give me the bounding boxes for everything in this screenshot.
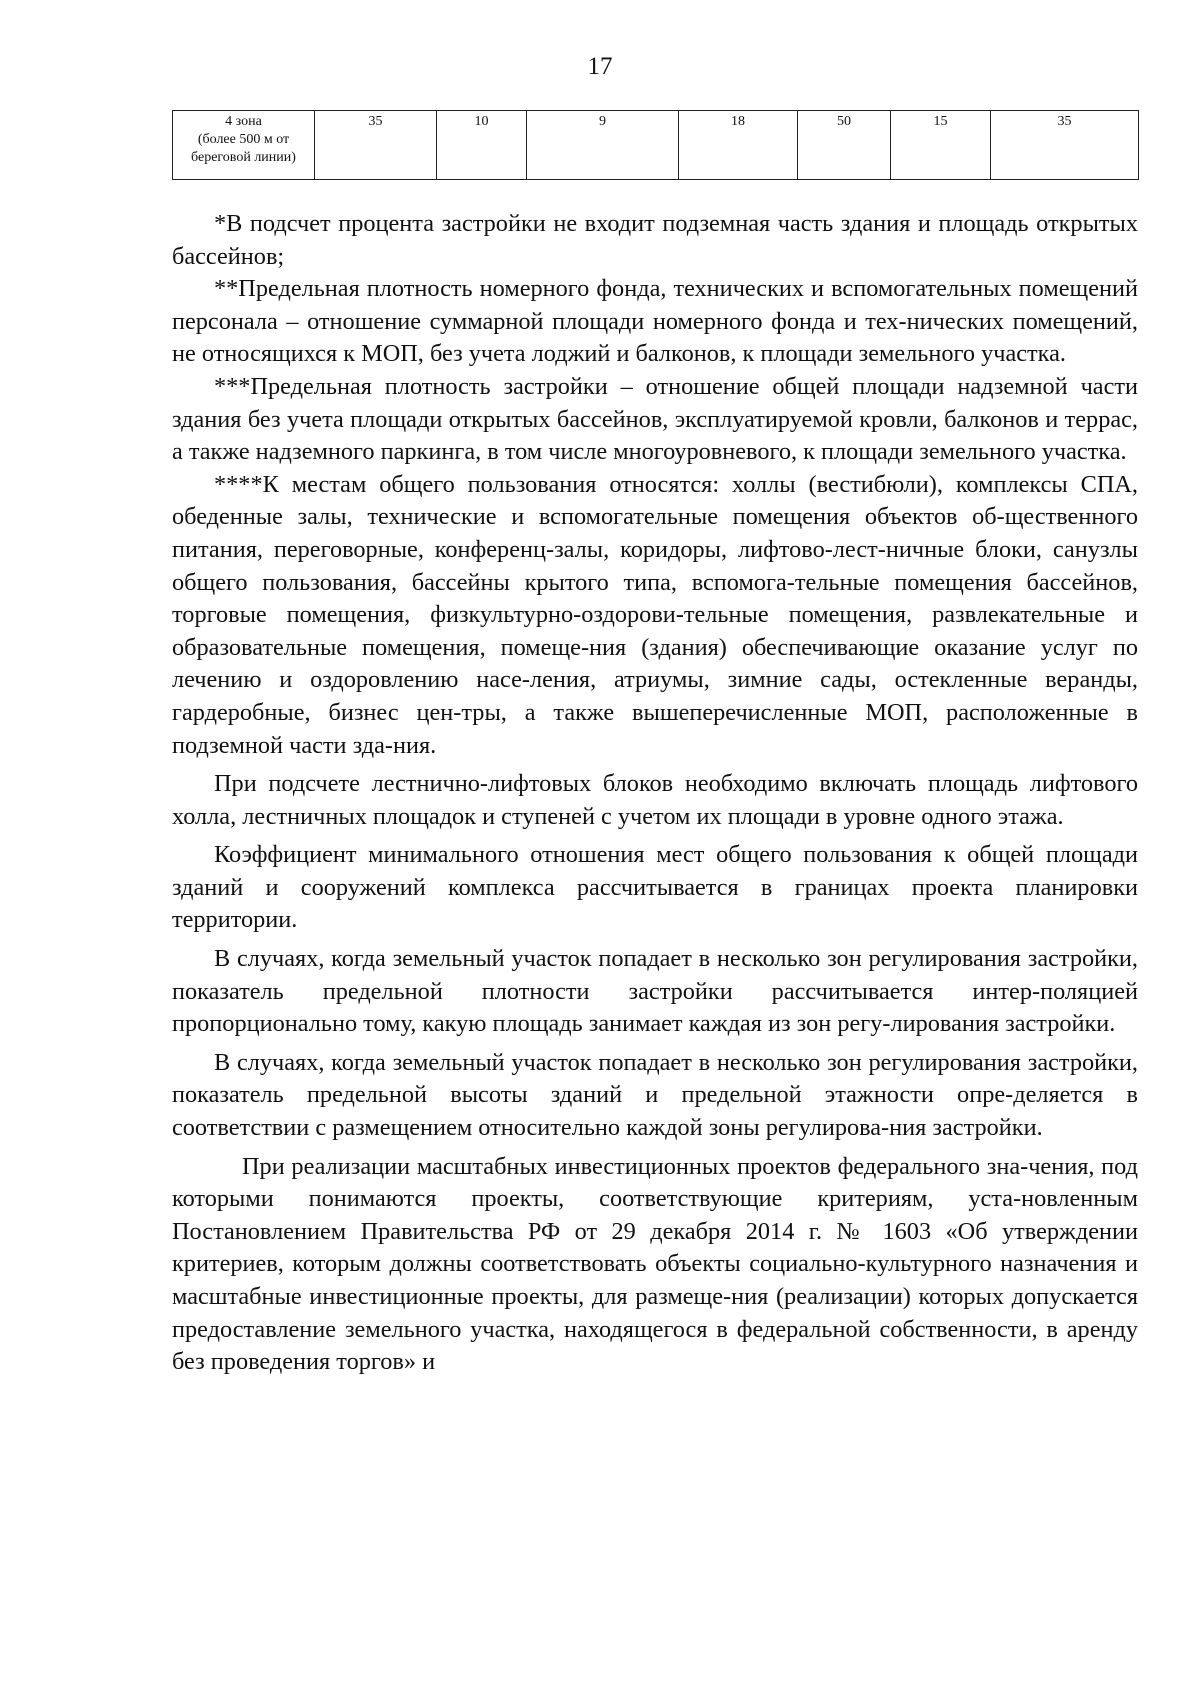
table-cell: 18 — [679, 111, 798, 180]
zone-label-line: 4 зона — [225, 114, 262, 129]
table-row — [173, 111, 1139, 180]
table-cell: 50 — [798, 111, 891, 180]
table-cell: 9 — [527, 111, 679, 180]
table-cell: 35 — [991, 111, 1139, 180]
footnote-building-percentage: *В подсчет процента застройки не входит подземная часть здания и площадь открытых бассейнов; — [172, 210, 1138, 270]
table-cell: 15 — [891, 111, 991, 180]
document-body — [172, 208, 1138, 1379]
table-cell: 35 — [315, 111, 437, 180]
page-number: 17 — [587, 53, 613, 80]
zone-label-line: береговой линии) — [191, 150, 296, 165]
zone-parameters-table — [172, 110, 1139, 180]
table-cell: 10 — [437, 111, 527, 180]
zone-label-line: (более 500 м от — [197, 132, 290, 147]
paragraph-density-interpolation: В случаях, когда земельный участок попадает в несколько зон регулирования застройки, показатель предельной плотности застройки рассчитывается интер-поляцией пропорционально тому, какую площадь занимает каждая из зон регу-лирования застройки. — [172, 945, 1138, 1038]
paragraph-stair-lift-blocks: При подсчете лестнично-лифтовых блоков необходимо включать площадь лифтового холла, лестничных площадок и ступеней с учетом их площади в уровне одного этажа. — [172, 770, 1138, 830]
footnote-building-density: ***Предельная плотность застройки – отношение общей площади надземной части здания без учета площади открытых бассейнов, эксплуатируемой кровли, балконов и террас, а также надземного паркинга, в том числе многоуровневого, к площади земельного участка. — [172, 372, 1138, 466]
paragraph-investment-projects: При реализации масштабных инвестиционных проектов федерального зна-чения, под которыми понимаются проекты, соответствующие критериям, уста-новленным Постановлением Правительства РФ от 29 декабря 2014 г. № 1603 «Об утверждении критериев, которым должны соответствовать объекты социально-культурного назначения и масштабные инвестиционные проекты, для размеще-ния (реализации) которых допускается предоставление земельного участка, находящегося в федеральной собственности, в аренду без проведения торгов» и — [172, 1152, 1138, 1376]
footnote-common-areas: ****К местам общего пользования относятся: холлы (вестибюли), комплексы СПА, обеденные залы, технические и вспомогательные помещения объектов об-щественного питания, переговорные, конференц-залы, коридоры, лифтово-лест-ничные блоки, санузлы общего пользования, бассейны крытого типа, вспомога-тельные помещения бассейнов, торговые помещения, физкультурно-оздорови-тельные помещения, развлекательные и образовательные помещения, помеще-ния (здания) обеспечивающие оказание услуг по лечению и оздоровлению насе-ления, атриумы, зимние сады, остекленные веранды, гардеробные, бизнес цен-тры, а также вышеперечисленные МОП, расположенные в подземной части зда-ния. — [172, 470, 1138, 759]
zone-label-cell — [173, 111, 315, 180]
paragraph-height-floors: В случаях, когда земельный участок попадает в несколько зон регулирования застройки, показатель предельной высоты зданий и предельной этажности опре-деляется в соответствии с размещением относительно каждой зоны регулирова-ния застройки. — [172, 1048, 1138, 1142]
footnote-room-fund-density: **Предельная плотность номерного фонда, технических и вспомогательных помещений персонала – отношение суммарной площади номерного фонда и тех-нических помещений, не относящихся к МОП, без учета лоджий и балконов, к площади земельного участка. — [172, 275, 1138, 368]
paragraph-common-area-ratio: Коэффициент минимального отношения мест общего пользования к общей площади зданий и сооружений комплекса рассчитывается в границах проекта планировки территории. — [172, 841, 1138, 934]
